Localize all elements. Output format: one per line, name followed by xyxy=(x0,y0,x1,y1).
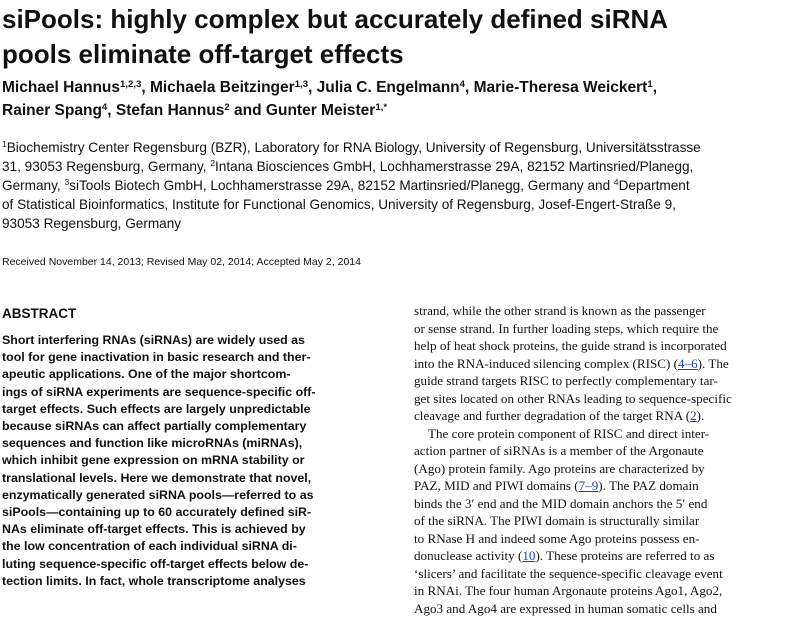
body-text-column xyxy=(414,302,798,617)
affiliations xyxy=(2,138,798,233)
body-line: to RNase H and indeed some Ago proteins possess en- xyxy=(414,530,798,548)
title-line: siPools: highly complex but accurately defined siRNA xyxy=(2,2,798,37)
body-line: cleavage and further degradation of the target RNA (2). xyxy=(414,407,798,425)
citation-link[interactable]: 7–9 xyxy=(579,478,599,493)
abstract-line: tection limits. In fact, whole transcriptome analyses xyxy=(2,573,384,590)
abstract-line: apeutic applications. One of the major shortcom- xyxy=(2,366,384,383)
affiliation-line: 31, 93053 Regensburg, Germany, $^2$Intana Biosciences GmbH, Lochhamerstrasse 29A, 82152 Martinsried/Planegg, xyxy=(2,157,798,176)
author-name: Michael Hannus xyxy=(2,79,120,96)
body-line: The core protein component of RISC and direct inter- xyxy=(414,425,798,443)
affiliation-line: of Statistical Bioinformatics, Institute for Functional Genomics, University of Regensburg, Josef-Engert-Straße 9, xyxy=(2,195,798,214)
author-name: Stefan Hannus xyxy=(116,102,225,119)
body-line: guide strand targets RISC to perfectly complementary tar- xyxy=(414,372,798,390)
author-affiliation-marker: 2 xyxy=(224,102,229,113)
abstract-line: enzymatically generated siRNA pools—referred to as xyxy=(2,487,384,504)
affiliation-line: $^1$Biochemistry Center Regensburg (BZR), Laboratory for RNA Biology, University of Regensburg, Universitätsstrasse xyxy=(2,138,798,157)
body-line: ‘slicers’ and facilitate the sequence-specific cleavage event xyxy=(414,565,798,583)
author-affiliation-marker: 1,* xyxy=(375,102,387,113)
author-name: Michaela Beitzinger xyxy=(150,79,295,96)
body-line: PAZ, MID and PIWI domains (7–9). The PAZ domain xyxy=(414,477,798,495)
abstract-line: target effects. Such effects are largely unpredictable xyxy=(2,401,384,418)
body-line: strand, while the other strand is known as the passenger xyxy=(414,302,798,320)
body-line: binds the 3′ end and the MID domain anchors the 5′ end xyxy=(414,495,798,513)
body-line: help of heat shock proteins, the guide strand is incorporated xyxy=(414,337,798,355)
abstract-line: because siRNAs can affect partially complementary xyxy=(2,418,384,435)
abstract-line: Short interfering RNAs (siRNAs) are widely used as xyxy=(2,332,384,349)
citation-link[interactable]: 4–6 xyxy=(678,356,698,371)
abstract-line: ings of siRNA experiments are sequence-specific off- xyxy=(2,384,384,401)
author-name: Julia C. Engelmann xyxy=(317,79,460,96)
body-line: donuclease activity (10). These proteins are referred to as xyxy=(414,547,798,565)
author-affiliation-marker: 1 xyxy=(647,79,652,90)
affiliation-line: 93053 Regensburg, Germany xyxy=(2,214,798,233)
paper-title xyxy=(2,2,798,72)
author-affiliation-marker: 1,3 xyxy=(295,79,308,90)
author-line-1: Michael Hannus$^{1,2,3}$, Michaela Beitzinger$^{1,3}$, Julia C. Engelmann$^4$, Marie-Theresa Weickert$^1$, xyxy=(2,76,798,99)
citation-link[interactable]: 2 xyxy=(690,408,697,423)
affiliation-marker: 2 xyxy=(210,158,215,168)
abstract-line: tool for gene inactivation in basic research and ther- xyxy=(2,349,384,366)
body-line: in RNAi. The four human Argonaute proteins Ago1, Ago2, xyxy=(414,582,798,600)
affiliation-marker: 1 xyxy=(2,139,7,149)
received-dates: Received November 14, 2013; Revised May 02, 2014; Accepted May 2, 2014 xyxy=(2,254,361,270)
author-affiliation-marker: 4 xyxy=(460,79,465,90)
body-line: or sense strand. In further loading steps, which require the xyxy=(414,320,798,338)
body-line: Ago3 and Ago4 are expressed in human somatic cells and xyxy=(414,600,798,617)
abstract-line: sequences and function like microRNAs (miRNAs), xyxy=(2,435,384,452)
body-line: into the RNA-induced silencing complex (RISC) (4–6). The xyxy=(414,355,798,373)
affiliation-marker: 4 xyxy=(614,177,619,187)
author-line-2: Rainer Spang$^4$, Stefan Hannus$^2$ and Gunter Meister$^{1,*}$ xyxy=(2,99,798,122)
abstract-line: luting sequence-specific off-target effects below de- xyxy=(2,556,384,573)
author-affiliation-marker: 1,2,3 xyxy=(120,79,141,90)
body-line: get sites located on other RNAs leading to sequence-specific xyxy=(414,390,798,408)
author-list xyxy=(2,76,798,122)
abstract-line: the low concentration of each individual siRNA di- xyxy=(2,538,384,555)
abstract-heading: ABSTRACT xyxy=(2,305,76,323)
abstract-line: translational levels. Here we demonstrate that novel, xyxy=(2,470,384,487)
abstract-line: NAs eliminate off-target effects. This is achieved by xyxy=(2,521,384,538)
abstract-line: siPools—containing up to 60 accurately defined siR- xyxy=(2,504,384,521)
author-name: Gunter Meister xyxy=(266,102,375,119)
affiliation-marker: 3 xyxy=(64,177,69,187)
citation-link[interactable]: 10 xyxy=(522,548,535,563)
body-line: (Ago) protein family. Ago proteins are characterized by xyxy=(414,460,798,478)
title-line: pools eliminate off-target effects xyxy=(2,37,798,72)
affiliation-line: Germany, $^3$siTools Biotech GmbH, Lochhamerstrasse 29A, 82152 Martinsried/Planegg, Germany and $^4$Department xyxy=(2,176,798,195)
author-affiliation-marker: 4 xyxy=(102,102,107,113)
body-line: of the siRNA. The PIWI domain is structurally similar xyxy=(414,512,798,530)
author-name: Marie-Theresa Weickert xyxy=(474,79,648,96)
abstract-text xyxy=(2,332,384,590)
author-name: Rainer Spang xyxy=(2,102,102,119)
body-line: action partner of siRNAs is a member of the Argonaute xyxy=(414,442,798,460)
abstract-line: which inhibit gene expression on mRNA stability or xyxy=(2,452,384,469)
